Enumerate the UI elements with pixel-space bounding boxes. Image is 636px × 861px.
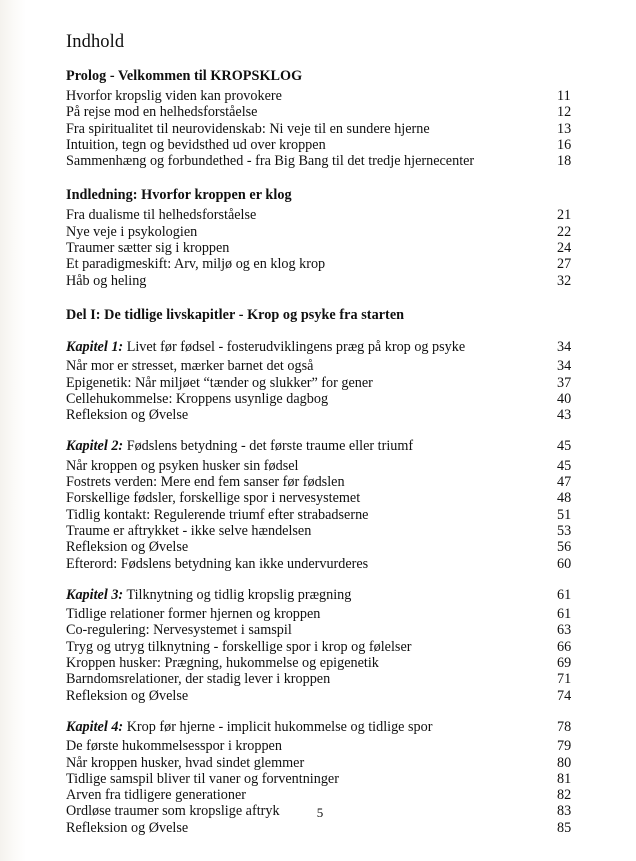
toc-chapter-entry[interactable] — [66, 438, 574, 454]
toc-section-heading: Indledning: Hvorfor kroppen er klog — [66, 187, 292, 204]
toc-entry[interactable] — [66, 787, 574, 803]
toc-entry-label: Livet før fødsel - fosterudviklingens præg på krop og psyke — [126, 338, 466, 355]
toc-entry[interactable] — [66, 755, 574, 771]
toc-entry[interactable] — [66, 153, 574, 169]
toc-sections — [66, 68, 574, 836]
toc-entry-label: Efterord: Fødslens betydning kan ikke undervurderes — [66, 555, 369, 572]
toc-entry[interactable] — [66, 655, 574, 671]
toc-entry[interactable] — [66, 121, 574, 137]
toc-entry-label: Tidlige relationer former hjernen og kroppen — [66, 606, 321, 623]
toc-page-number: 53 — [557, 522, 572, 539]
toc-entry-label: Tryg og utryg tilknytning - forskellige spor i krop og følelser — [66, 638, 412, 655]
toc-page-number: 27 — [557, 256, 572, 273]
toc-page-number: 47 — [557, 474, 572, 491]
toc-entry-label: Krop før hjerne - implicit hukommelse og tidlige spor — [126, 718, 433, 735]
toc-entry[interactable] — [66, 207, 574, 223]
toc-entry[interactable] — [66, 523, 574, 539]
toc-entry-label: Refleksion og Øvelse — [66, 539, 189, 556]
toc-page-number: 85 — [557, 819, 572, 836]
toc-entry-label: Når kroppen husker, hvad sindet glemmer — [66, 754, 305, 771]
toc-entry[interactable] — [66, 820, 574, 836]
toc-entry-label: Co-regulering: Nervesystemet i samspil — [66, 622, 292, 639]
toc-page-number: 56 — [557, 539, 572, 556]
toc-chapter-group — [66, 438, 574, 571]
toc-page-number: 74 — [557, 687, 572, 704]
toc-page-number: 78 — [557, 718, 572, 735]
toc-entry[interactable] — [66, 407, 574, 423]
toc-entry-label: Kroppen husker: Prægning, hukommelse og epigenetik — [66, 655, 379, 672]
toc-entry-label: Sammenhæng og forbundethed - fra Big Bang til det tredje hjernecenter — [66, 153, 475, 170]
toc-entry-label: Refleksion og Øvelse — [66, 407, 189, 424]
toc-page-number: 81 — [557, 770, 572, 787]
toc-entry[interactable] — [66, 556, 574, 572]
toc-page-number: 13 — [557, 120, 572, 137]
toc-entry[interactable] — [66, 490, 574, 506]
toc-page-number: 32 — [557, 272, 572, 289]
toc-entry[interactable] — [66, 622, 574, 638]
toc-entry[interactable] — [66, 273, 574, 289]
chapter-label: Kapitel 2: — [66, 438, 124, 455]
toc-entry[interactable] — [66, 458, 574, 474]
toc-chapter-group — [66, 587, 574, 704]
chapter-label: Kapitel 4: — [66, 718, 124, 735]
toc-entry[interactable] — [66, 606, 574, 622]
toc-chapter-entry[interactable] — [66, 587, 574, 603]
toc-page-number: 12 — [557, 104, 572, 121]
toc-entry[interactable] — [66, 375, 574, 391]
page-edge-shading — [0, 0, 26, 861]
toc-page-number: 61 — [557, 586, 572, 603]
toc-page-number: 21 — [557, 207, 572, 224]
toc-page-number: 82 — [557, 787, 572, 804]
toc-chapter-group — [66, 339, 574, 423]
toc-entry-label: Hvorfor kropslig viden kan provokere — [66, 88, 282, 104]
toc-page-number: 11 — [557, 88, 571, 104]
toc-page-number: 43 — [557, 407, 572, 424]
toc-page-number: 79 — [557, 738, 572, 755]
toc-entry-label: Fra dualisme til helhedsforståelse — [66, 207, 257, 224]
toc-entry-label: Traume er aftrykket - ikke selve hændelsen — [66, 522, 312, 539]
toc-page-number: 45 — [557, 438, 572, 455]
toc-page-number: 69 — [557, 655, 572, 672]
toc-entry-label: Fødslens betydning - det første traume eller triumf — [126, 438, 414, 455]
page-title: Indhold — [66, 32, 125, 52]
toc-entry[interactable] — [66, 240, 574, 256]
toc-entry-label: Tidlig kontakt: Regulerende triumf efter strabadserne — [66, 506, 369, 523]
toc-entry[interactable] — [66, 256, 574, 272]
toc-page-number: 24 — [557, 240, 572, 257]
toc-entry[interactable] — [66, 358, 574, 374]
toc-entry-label: Håb og heling — [66, 272, 147, 289]
toc-chapter-entry[interactable] — [66, 339, 574, 355]
toc-entry[interactable] — [66, 771, 574, 787]
toc-chapter-entry[interactable] — [66, 719, 574, 735]
toc-entry[interactable] — [66, 688, 574, 704]
toc-entry[interactable] — [66, 671, 574, 687]
toc-page-number: 40 — [557, 390, 572, 407]
toc-entry[interactable] — [66, 137, 574, 153]
toc-page-number: 71 — [557, 671, 572, 688]
toc-entry-label: Når kroppen og psyken husker sin fødsel — [66, 457, 299, 474]
toc-section-heading: Prolog - Velkommen til KROPSKLOG — [66, 68, 303, 84]
toc-page-number: 48 — [557, 490, 572, 507]
toc-entry-label: Arven fra tidligere generationer — [66, 787, 247, 804]
toc-page-number: 83 — [557, 803, 572, 820]
toc-entry[interactable] — [66, 88, 574, 104]
toc-section-heading: Del I: De tidlige livskapitler - Krop og psyke fra starten — [66, 306, 405, 323]
toc-entry[interactable] — [66, 104, 574, 120]
toc-page-number: 18 — [557, 153, 572, 170]
toc-entry-label: Fra spiritualitet til neurovidenskab: Ni veje til en sundere hjerne — [66, 120, 430, 137]
toc-entry-label: Intuition, tegn og bevidsthed ud over kroppen — [66, 136, 326, 153]
toc-entry-label: Nye veje i psykologien — [66, 223, 198, 240]
toc-entry-label: Fostrets verden: Mere end fem sanser før fødslen — [66, 474, 345, 491]
toc-page-number: 61 — [557, 606, 572, 623]
toc-entry-label: Når mor er stresset, mærker barnet det også — [66, 358, 314, 375]
page-folio: 5 — [316, 805, 324, 820]
toc-entry-label: Traumer sætter sig i kroppen — [66, 240, 230, 257]
toc-page-number: 51 — [557, 506, 572, 523]
toc-entry[interactable] — [66, 738, 574, 754]
toc-entry[interactable] — [66, 539, 574, 555]
toc-section — [66, 187, 574, 288]
toc-page-number: 63 — [557, 622, 572, 639]
toc-page-number: 16 — [557, 136, 572, 153]
toc-entry-label: Ordløse traumer som kropslige aftryk — [66, 803, 280, 820]
toc-page-number: 22 — [557, 223, 572, 240]
toc-entry-label: På rejse mod en helhedsforståelse — [66, 104, 258, 121]
toc-page-number: 80 — [557, 754, 572, 771]
toc-entry-label: Et paradigmeskift: Arv, miljø og en klog krop — [66, 256, 326, 273]
toc-entry-label: Refleksion og Øvelse — [66, 819, 189, 836]
chapter-label: Kapitel 3: — [66, 586, 124, 603]
toc-entry-label: Refleksion og Øvelse — [66, 687, 189, 704]
toc-page-number: 66 — [557, 638, 572, 655]
toc-page-number: 37 — [557, 374, 572, 391]
toc-entry[interactable] — [66, 639, 574, 655]
toc-entry-label: Cellehukommelse: Kroppens usynlige dagbog — [66, 390, 329, 407]
toc-page-number: 34 — [557, 338, 572, 355]
toc-entry[interactable] — [66, 224, 574, 240]
toc-entry-label: Barndomsrelationer, der stadig lever i kroppen — [66, 671, 331, 688]
toc-section — [66, 307, 574, 836]
toc-entry-label: De første hukommelsesspor i kroppen — [66, 738, 282, 755]
toc-entry[interactable] — [66, 507, 574, 523]
toc-content — [66, 31, 574, 836]
toc-page-number: 34 — [557, 358, 572, 375]
toc-page-number: 45 — [557, 457, 572, 474]
toc-entry-label: Tilknytning og tidlig kropslig prægning — [126, 586, 352, 603]
chapter-label: Kapitel 1: — [66, 338, 124, 355]
toc-page-number: 60 — [557, 555, 572, 572]
toc-entry-label: Tidlige samspil bliver til vaner og forventninger — [66, 770, 339, 787]
toc-section — [66, 68, 574, 169]
toc-entry-label: Epigenetik: Når miljøet “tænder og slukker” for gener — [66, 374, 373, 391]
toc-entry[interactable] — [66, 391, 574, 407]
toc-entry[interactable] — [66, 474, 574, 490]
toc-entry-label: Forskellige fødsler, forskellige spor i nervesystemet — [66, 490, 361, 507]
